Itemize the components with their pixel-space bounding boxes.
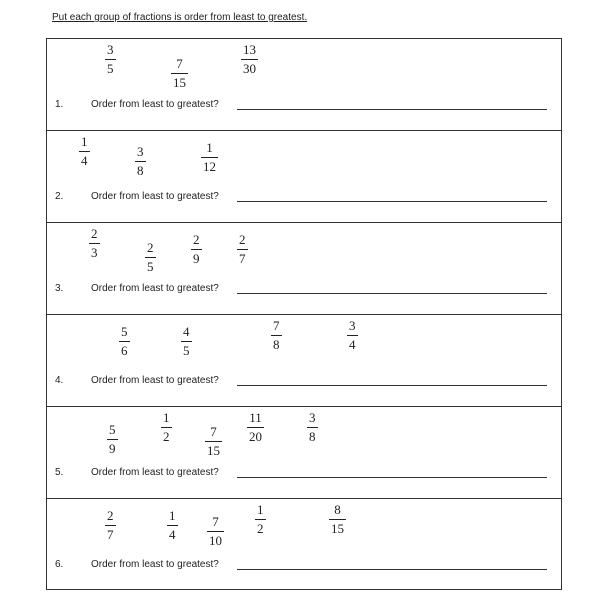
fraction — [205, 425, 222, 457]
fraction-bar — [79, 151, 90, 152]
fraction — [247, 411, 264, 443]
answer-line[interactable] — [237, 201, 547, 202]
denominator: 15 — [207, 443, 220, 458]
fraction-bar — [145, 257, 156, 258]
fraction-bar — [107, 439, 118, 440]
denominator: 2 — [257, 521, 264, 536]
denominator: 9 — [109, 441, 116, 456]
numerator: 4 — [183, 324, 190, 339]
denominator: 8 — [309, 429, 316, 444]
denominator: 4 — [349, 337, 356, 352]
question-row-1 — [47, 39, 561, 131]
fraction-bar — [329, 519, 346, 520]
instructions: Put each group of fractions is order from least to greatest. — [52, 12, 308, 23]
question-number: 6. — [55, 559, 64, 570]
numerator: 8 — [334, 502, 341, 517]
fraction-bar — [89, 243, 100, 244]
numerator: 7 — [176, 56, 183, 71]
fraction-bar — [247, 427, 264, 428]
question-row-3 — [47, 223, 561, 315]
answer-line[interactable] — [237, 109, 547, 110]
numerator: 2 — [239, 232, 246, 247]
denominator: 5 — [183, 343, 190, 358]
denominator: 15 — [331, 521, 344, 536]
numerator: 2 — [107, 508, 114, 523]
fraction — [255, 503, 266, 535]
numerator: 1 — [81, 134, 88, 149]
fraction-bar — [307, 427, 318, 428]
denominator: 2 — [163, 429, 170, 444]
fraction — [89, 227, 100, 259]
numerator: 3 — [107, 42, 114, 57]
fraction — [307, 411, 318, 443]
answer-line[interactable] — [237, 569, 547, 570]
denominator: 4 — [81, 153, 88, 168]
numerator: 2 — [147, 240, 154, 255]
numerator: 2 — [91, 226, 98, 241]
numerator: 1 — [257, 502, 264, 517]
fraction-bar — [347, 335, 358, 336]
fraction-bar — [167, 525, 178, 526]
numerator: 13 — [243, 42, 256, 57]
fraction — [347, 319, 358, 351]
denominator: 8 — [273, 337, 280, 352]
fraction — [171, 57, 188, 89]
fraction-bar — [105, 59, 116, 60]
numerator: 1 — [206, 140, 213, 155]
numerator: 3 — [349, 318, 356, 333]
question-prompt: Order from least to greatest? — [91, 559, 219, 570]
numerator: 11 — [249, 410, 262, 425]
fraction-bar — [241, 59, 258, 60]
question-row-6 — [47, 499, 561, 591]
numerator: 1 — [163, 410, 170, 425]
question-number: 4. — [55, 375, 64, 386]
fraction — [201, 141, 218, 173]
numerator: 3 — [309, 410, 316, 425]
denominator: 6 — [121, 343, 128, 358]
denominator: 5 — [147, 259, 154, 274]
fraction — [145, 241, 156, 273]
fraction — [329, 503, 346, 535]
fraction-bar — [207, 531, 224, 532]
denominator: 30 — [243, 61, 256, 76]
question-prompt: Order from least to greatest? — [91, 467, 219, 478]
numerator: 7 — [210, 424, 217, 439]
denominator: 10 — [209, 533, 222, 548]
question-prompt: Order from least to greatest? — [91, 99, 219, 110]
fraction — [79, 135, 90, 167]
denominator: 7 — [239, 251, 246, 266]
denominator: 4 — [169, 527, 176, 542]
question-row-2 — [47, 131, 561, 223]
fraction-bar — [161, 427, 172, 428]
fraction-bar — [271, 335, 282, 336]
fraction-bar — [181, 341, 192, 342]
numerator: 7 — [273, 318, 280, 333]
question-number: 3. — [55, 283, 64, 294]
fraction-bar — [119, 341, 130, 342]
fraction-bar — [237, 249, 248, 250]
fraction — [161, 411, 172, 443]
fraction — [241, 43, 258, 75]
denominator: 3 — [91, 245, 98, 260]
answer-line[interactable] — [237, 385, 547, 386]
denominator: 20 — [249, 429, 262, 444]
denominator: 8 — [137, 163, 144, 178]
question-number: 2. — [55, 191, 64, 202]
numerator: 5 — [109, 422, 116, 437]
question-row-4 — [47, 315, 561, 407]
numerator: 1 — [169, 508, 176, 523]
fraction-bar — [191, 249, 202, 250]
fraction — [105, 509, 116, 541]
fraction — [181, 325, 192, 357]
fraction-bar — [105, 525, 116, 526]
fraction-bar — [135, 161, 146, 162]
fraction — [107, 423, 118, 455]
fraction — [105, 43, 116, 75]
question-number: 5. — [55, 467, 64, 478]
fraction-bar — [255, 519, 266, 520]
numerator: 2 — [193, 232, 200, 247]
numerator: 3 — [137, 144, 144, 159]
numerator: 5 — [121, 324, 128, 339]
fraction-bar — [201, 157, 218, 158]
fraction — [207, 515, 224, 547]
fraction — [119, 325, 130, 357]
answer-line[interactable] — [237, 293, 547, 294]
denominator: 15 — [173, 75, 186, 90]
fraction — [271, 319, 282, 351]
question-number: 1. — [55, 99, 64, 110]
fraction-bar — [205, 441, 222, 442]
fraction — [167, 509, 178, 541]
fraction-bar — [171, 73, 188, 74]
denominator: 7 — [107, 527, 114, 542]
question-row-5 — [47, 407, 561, 499]
question-prompt: Order from least to greatest? — [91, 375, 219, 386]
denominator: 12 — [203, 159, 216, 174]
fraction — [191, 233, 202, 265]
question-prompt: Order from least to greatest? — [91, 191, 219, 202]
denominator: 9 — [193, 251, 200, 266]
answer-line[interactable] — [237, 477, 547, 478]
denominator: 5 — [107, 61, 114, 76]
question-prompt: Order from least to greatest? — [91, 283, 219, 294]
questions-table — [46, 38, 562, 590]
numerator: 7 — [212, 514, 219, 529]
fraction — [135, 145, 146, 177]
fraction — [237, 233, 248, 265]
